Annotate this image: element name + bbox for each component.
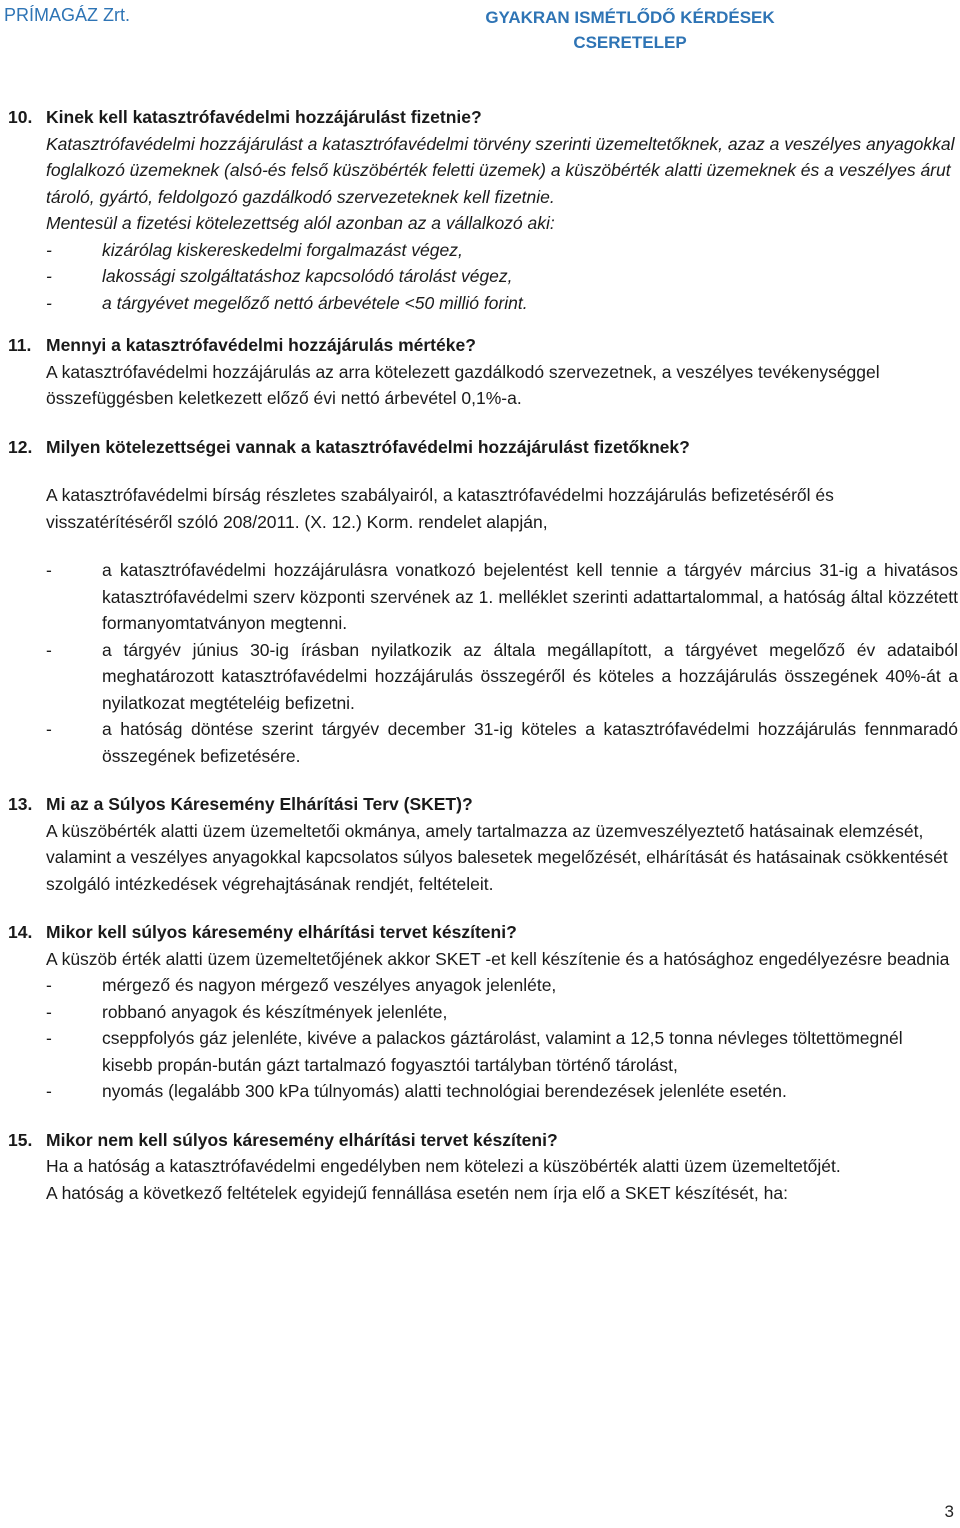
page-number: 3: [944, 1502, 954, 1521]
list-item: - nyomás (legalább 300 kPa túlnyomás) alatti technológiai berendezések jelenléte esetén.: [46, 1081, 787, 1101]
question-11-heading: 11. Mennyi a katasztrófavédelmi hozzájárulás mértéke?: [8, 335, 476, 355]
question-13-heading: 13. Mi az a Súlyos Káresemény Elhárítási Terv (SKET)?: [8, 794, 473, 814]
page-header: [0, 0, 960, 60]
q12-answer-paragraph: A katasztrófavédelmi bírság részletes szabályairól, a katasztrófavédelmi hozzájárulás befizetéséről és visszatérítéséről szóló 208/2011. (X. 12.) Korm. rendelet alapján,: [46, 485, 834, 532]
q11-answer-paragraph: A katasztrófavédelmi hozzájárulás az arra kötelezett gazdálkodó szervezetnek, a veszélyes tevékenységgel összefüggésben keletkezett előző évi nettó árbevétel 0,1%-a.: [46, 361, 880, 408]
company-name: PRÍMAGÁZ Zrt.: [4, 5, 130, 25]
list-item: - kizárólag kiskereskedelmi forgalmazást végez,: [46, 239, 463, 260]
question-12-heading: 12. Milyen kötelezettségei vannak a katasztrófavédelmi hozzájárulást fizetőknek?: [8, 436, 690, 457]
q13-answer-paragraph: A küszöbérték alatti üzem üzemeltetői okmánya, amely tartalmazza az üzemveszélyeztető hatásainak elemzését, valamint a veszélyes anyagokkal kapcsolatos súlyos balesetek megelőzését, elhárítását és hatásainak csökkentését szolgáló intézkedések végrehajtásának rendjét, feltételeit.: [46, 820, 948, 894]
q14-answer-paragraph: A küszöb érték alatti üzem üzemeltetőjének akkor SKET -et kell készítenie és a hatósághoz engedélyezésre beadnia: [46, 948, 950, 969]
q10-exemption-intro: Mentesül a fizetési kötelezettség alól azonban az a vállalkozó aki:: [46, 213, 555, 233]
q15-answer-paragraph: Ha a hatóság a katasztrófavédelmi engedélyben nem kötelezi a küszöbérték alatti üzem üzemeltetőjét.: [46, 1156, 841, 1176]
header-title-line2: CSERETELEP: [573, 33, 687, 52]
list-item: - a tárgyévet megelőző nettó árbevétele <50 millió forint.: [46, 292, 528, 313]
list-item: - a tárgyév június 30-ig írásban nyilatkozik az általa megállapított, a tárgyévet megelőző év adataiból meghatározott katasztrófavédelmi hozzájárulás összegéről és köteles a hozzájárulás összegének 40%-át a nyilatkozat megtételéig befizetni.: [46, 639, 958, 713]
list-item: - cseppfolyós gáz jelenléte, kivéve a palackos gáztárolást, valamint a 12,5 tonna névleges töltettömegnél kisebb propán-bután gázt tartalmazó fogyasztói tartályban történő tárolást,: [46, 1028, 903, 1075]
q15-conditions-intro: A hatóság a következő feltételek egyidejű fennállása esetén nem írja elő a SKET készítését, ha:: [46, 1182, 788, 1203]
q10-answer-paragraph: Katasztrófavédelmi hozzájárulást a katasztrófavédelmi törvény szerinti üzemeltetőknek, azaz a veszélyes anyagokkal foglalkozó üzemeknek (alsó-és felső küszöbérték feletti üzemek) a küszöbérték alatti üzemeknek és a veszélyes árut tároló, gyártó, feldolgozó gazdálkodó szervezeteknek kell fizetnie.: [46, 133, 955, 207]
question-10-heading: 10. Kinek kell katasztrófavédelmi hozzájárulást fizetnie?: [8, 107, 482, 127]
list-item: - robbanó anyagok és készítmények jelenléte,: [46, 1001, 448, 1022]
document-body: [8, 104, 958, 1206]
q14-conditions-list: [8, 972, 958, 1105]
q12-obligations-list: [8, 557, 958, 769]
question-14-heading: 14. Mikor kell súlyos káresemény elhárítási tervet készíteni?: [8, 922, 517, 942]
header-title-line1: GYAKRAN ISMÉTLŐDŐ KÉRDÉSEK: [485, 8, 775, 27]
list-item: - a katasztrófavédelmi hozzájárulásra vonatkozó bejelentést kell tennie a tárgyév március 31-ig a hivatásos katasztrófavédelmi szerv központi szervének az 1. melléklet szerinti adattartalommal, a hatóság által közzétett formanyomtatványon megtenni.: [46, 560, 958, 633]
list-item: - lakossági szolgáltatáshoz kapcsolódó tárolást végez,: [46, 266, 513, 286]
header-title: [0, 5, 960, 55]
question-15-heading: 15. Mikor nem kell súlyos káresemény elhárítási tervet készíteni?: [8, 1129, 558, 1150]
list-item: - mérgező és nagyon mérgező veszélyes anyagok jelenléte,: [46, 975, 557, 995]
list-item: - a hatóság döntése szerint tárgyév december 31-ig köteles a katasztrófavédelmi hozzájárulás fennmaradó összegének befizetésére.: [46, 719, 958, 766]
q10-exemption-list: [8, 237, 958, 317]
